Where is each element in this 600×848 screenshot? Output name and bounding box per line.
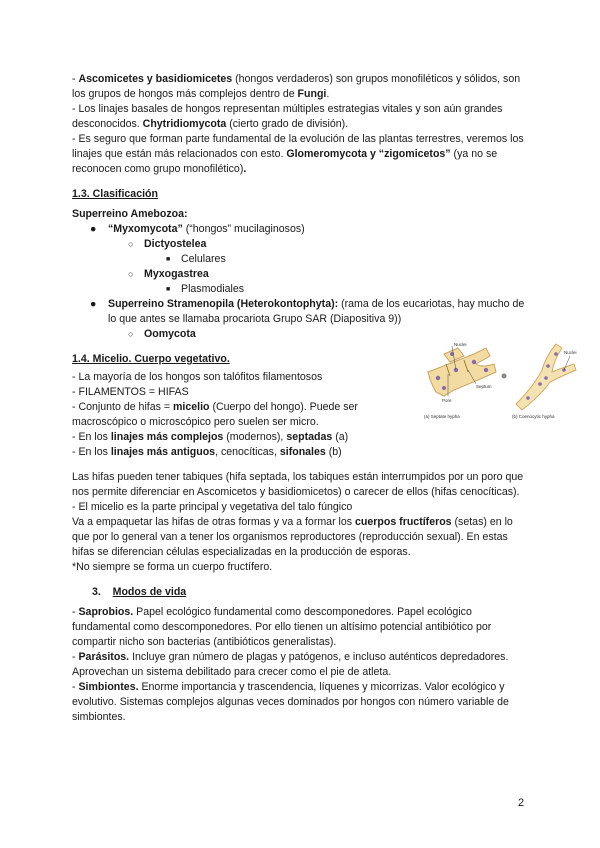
list-item: ● “Myxomycota” (“hongos” mucilaginosos) bbox=[90, 223, 305, 235]
text-line: - FILAMENTOS = HIFAS bbox=[72, 386, 189, 398]
parasitos-paragraph: - Parásitos. Incluye gran número de plagas y patógenos, e incluso auténticos depredadores. Aprovechan un sistema debilitado para crecer como el pie de atleta. bbox=[72, 651, 509, 678]
list-item: ○ Oomycota bbox=[128, 328, 196, 340]
figure-label: Nuclei bbox=[564, 350, 577, 355]
list-item: ○ Myxogastrea bbox=[128, 268, 209, 280]
figure-caption: (a) Septate hypha bbox=[424, 414, 460, 419]
figure-caption: (b) Coenocytic hypha bbox=[512, 414, 555, 419]
intro-paragraph-2: - Los linajes basales de hongos representan múltiples estrategias vitales y son aún grandes desconocidos. Chytridiomycota (cierto grado de división). bbox=[72, 103, 503, 130]
text-line: - En los linajes más complejos (modernos), septadas (a) bbox=[72, 431, 349, 443]
figure-label: Septum bbox=[476, 384, 492, 389]
hyphae-text bbox=[72, 370, 402, 460]
saprobios-paragraph: - Saprobios. Papel ecológico fundamental como descomponedores. Papel ecológico fundamental como descomponedores. Por ello tienen un altísimo potencial antibiótico por compartir nicho son bacterias (antibióticos generalistas). bbox=[72, 606, 492, 648]
section-3-heading: 3. Modos de vida bbox=[92, 586, 187, 598]
hyphae-paragraph: Las hifas pueden tener tabiques (hifa septada, los tabiques están interrumpidos por un poro que nos permite diferenciar en Ascomicetos y basidiomicetos) o carecer de ellos (hifas cenocíticas). bbox=[72, 471, 524, 498]
intro-paragraph-1: - Ascomicetes y basidiomicetes (hongos verdaderos) son grupos monofiléticos y sólidos, son los grupos de hongos más complejos dentro de Fungi. bbox=[72, 73, 521, 100]
hyphae-figure bbox=[424, 334, 584, 424]
coenocytic-hypha bbox=[512, 344, 577, 419]
page-number: 2 bbox=[518, 797, 525, 809]
section-1-3-heading: 1.3. Clasificación bbox=[72, 188, 158, 200]
list-item: ■ Celulares bbox=[166, 253, 226, 265]
text-line: - La mayoría de los hongos son talófitos filamentosos bbox=[72, 371, 323, 383]
section-1-4-heading: 1.4. Micelio. Cuerpo vegetativo. bbox=[72, 353, 230, 365]
list-item: ■ Plasmodiales bbox=[166, 283, 245, 295]
mycelium-paragraph: - El micelio es la parte principal y vegetativa del talo fúngico bbox=[72, 501, 353, 513]
figure-label: Pore bbox=[442, 398, 452, 403]
text-line: - Conjunto de hifas = micelio (Cuerpo del hongo). Puede ser macroscópico o microscópico pero suelen ser micro. bbox=[72, 401, 358, 428]
note-paragraph: *No siempre se forma un cuerpo fructífero. bbox=[72, 561, 273, 573]
intro-paragraph-3: - Es seguro que forman parte fundamental de la evolución de las plantas terrestres, veremos los linajes que están más relacionados con esto. Glomeromycota y “zigomicetos” (ya no se reconocen como grupo monofilético). bbox=[72, 133, 524, 175]
simbiontes-paragraph: - Simbiontes. Enorme importancia y trascendencia, líquenes y micorrizas. Valor ecológico y evolutivo. Sistemas complejos algunas veces dominados por hongos con número variable de simbiontes. bbox=[72, 681, 509, 723]
list-item: ● Superreino Stramenopila (Heterokontophyta): (rama de los eucariotas, hay mucho de lo que antes se llamaba procariota Grupo SAR (Diapositiva 9)) bbox=[90, 298, 525, 325]
list-item: ○ Dictyostelea bbox=[128, 238, 207, 250]
separator-dot bbox=[502, 374, 507, 379]
superreino-amebozoa: Superreino Amebozoa: bbox=[72, 208, 188, 220]
septate-hypha bbox=[424, 342, 496, 419]
text-line: - En los linajes más antiguos, cenocíticas, sifonales (b) bbox=[72, 446, 342, 458]
fruiting-body-paragraph: Va a empaquetar las hifas de otras formas y va a formar los cuerpos fructíferos (setas) en lo que por lo general van a tener los organismos reproductores (reproducción sexual). En estas hifas se diferencian células especializadas en la producción de esporas. bbox=[72, 516, 513, 558]
figure-label: Nuclei bbox=[454, 342, 467, 347]
classification-list bbox=[72, 222, 528, 342]
